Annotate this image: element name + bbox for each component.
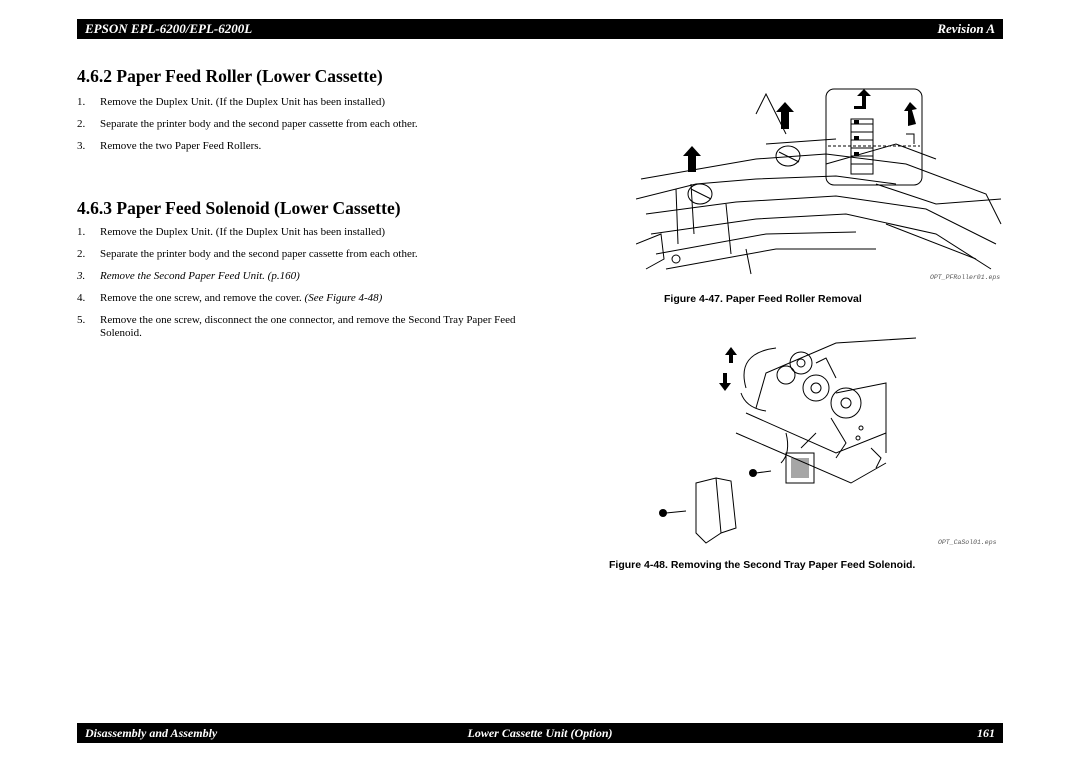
list-item: 1. Remove the Duplex Unit. (If the Duplex Unit has been installed) bbox=[77, 226, 386, 238]
header-revision: Revision A bbox=[937, 21, 995, 36]
footer-section: Lower Cassette Unit (Option) bbox=[467, 725, 613, 740]
list-item: 3. Remove the Second Paper Feed Unit. (p.160) bbox=[77, 270, 300, 282]
section-title-paper-feed-roller: 4.6.2 Paper Feed Roller (Lower Cassette) bbox=[77, 66, 383, 86]
figure-file-label: OPT_CaSol01.eps bbox=[938, 539, 997, 546]
paper-feed-roller-illustration bbox=[636, 84, 1004, 284]
list-item: 2. Separate the printer body and the second paper cassette from each other. bbox=[77, 118, 418, 130]
solenoid-removal-illustration bbox=[636, 333, 1004, 550]
page-footer bbox=[77, 723, 1003, 743]
list-item: 4. Remove the one screw, and remove the cover. (See Figure 4-48) bbox=[77, 292, 383, 304]
figure-caption: Figure 4-48. Removing the Second Tray Paper Feed Solenoid. bbox=[609, 559, 916, 571]
section-title-paper-feed-solenoid: 4.6.3 Paper Feed Solenoid (Lower Cassette) bbox=[77, 198, 401, 218]
header-title: EPSON EPL-6200/EPL-6200L bbox=[85, 21, 253, 36]
figure-reference-link[interactable]: (See Figure 4-48) bbox=[304, 292, 383, 304]
figure-caption: Figure 4-47. Paper Feed Roller Removal bbox=[664, 293, 862, 305]
cross-reference-link[interactable]: Remove the Second Paper Feed Unit. (p.160) bbox=[100, 270, 300, 282]
list-item: 5. Remove the one screw, disconnect the one connector, and remove the Second Tray Paper Feed Solenoid. bbox=[77, 314, 516, 339]
figure-file-label: OPT_PFRoller01.eps bbox=[930, 274, 1001, 281]
procedure-list-2 bbox=[77, 226, 527, 349]
page-number: 161 bbox=[977, 725, 995, 740]
page-header bbox=[77, 19, 1003, 39]
footer-chapter: Disassembly and Assembly bbox=[85, 725, 218, 740]
list-item: 1. Remove the Duplex Unit. (If the Duplex Unit has been installed) bbox=[77, 96, 386, 108]
procedure-list-1 bbox=[77, 96, 527, 162]
list-item: 2. Separate the printer body and the second paper cassette from each other. bbox=[77, 248, 418, 260]
list-item: 3. Remove the two Paper Feed Rollers. bbox=[77, 140, 262, 152]
